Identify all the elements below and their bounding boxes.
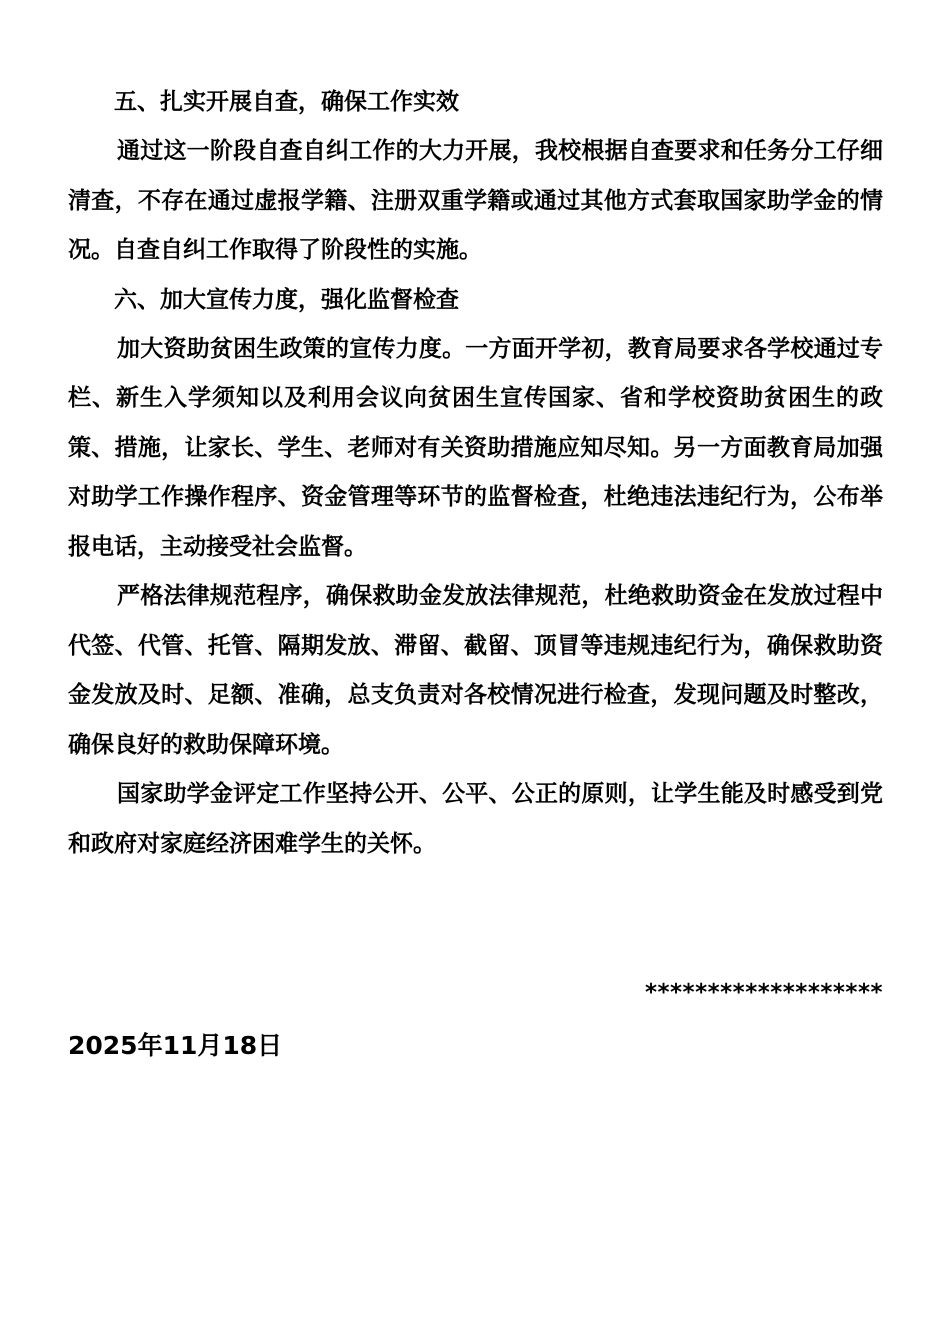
paragraph-legal-procedure: 严格法律规范程序，确保救助金发放法律规范，杜绝救助资金在发放过程中代签、代管、托管、隔期发放、滞留、截留、顶冒等违规违纪行为，确保救助资金发放及时、足额、准确，总支负责对各校情况进行检查，发现问题及时整改，确保良好的救助保障环境。 — [68, 583, 883, 758]
paragraph-evaluation-principle: 国家助学金评定工作坚持公开、公平、公正的原则，让学生能及时感受到党和政府对家庭经济困难学生的关怀。 — [68, 781, 883, 857]
paragraph-self-inspection: 通过这一阶段自查自纠工作的大力开展，我校根据自查要求和任务分工仔细清查，不存在通过虚报学籍、注册双重学籍或通过其他方式套取国家助学金的情况。自查自纠工作取得了阶段性的实施。 — [68, 138, 883, 263]
section-heading-5: 五、扎实开展自查，确保工作实效 — [114, 89, 459, 115]
section-heading-6: 六、加大宣传力度，强化监督检查 — [114, 286, 459, 313]
signature-line: ******************* — [644, 980, 883, 1006]
paragraph-publicity: 加大资助贫困生政策的宣传力度。一方面开学初，教育局要求各学校通过专栏、新生入学须知以及利用会议向贫困生宣传国家、省和学校资助贫困生的政策、措施，让家长、学生、老师对有关资助措施应知尽知。另一方面教育局加强对助学工作操作程序、资金管理等环节的监督检查，杜绝违法违纪行为，公布举报电话，主动接受社会监督。 — [68, 335, 883, 560]
document-date: 2025年11月18日 — [68, 1031, 283, 1060]
document-body — [68, 78, 883, 869]
